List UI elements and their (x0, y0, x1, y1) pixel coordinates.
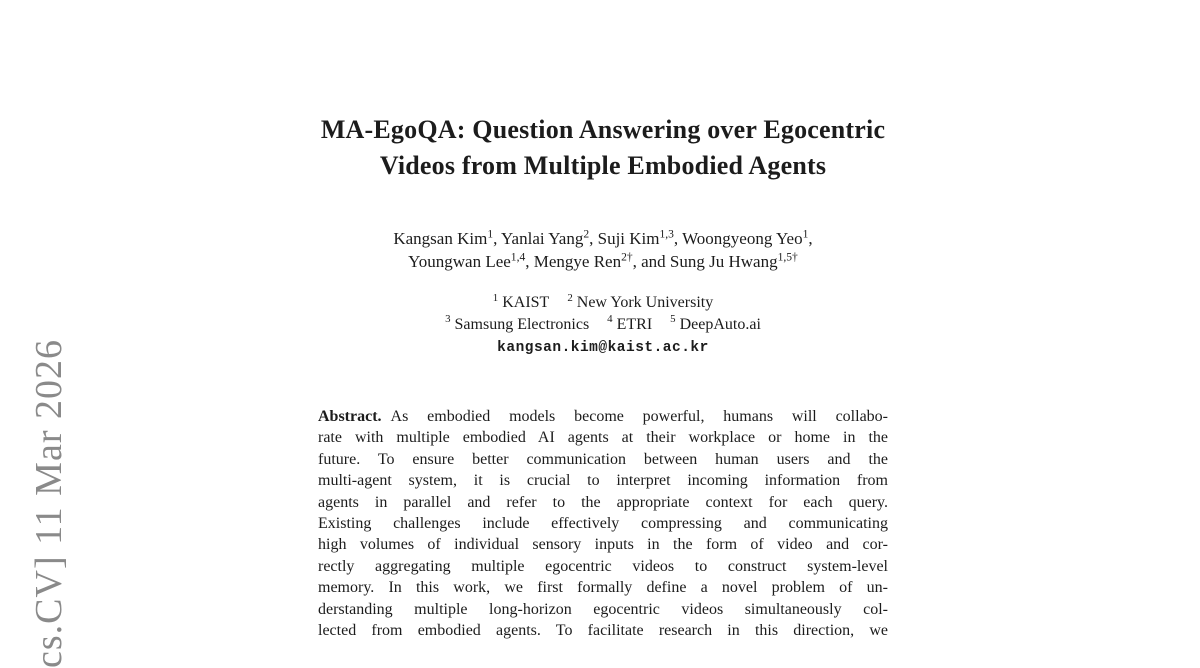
author-separator: , (589, 229, 598, 248)
author-name: Suji Kim (597, 229, 660, 248)
author-separator: , (673, 229, 683, 248)
author-name: Kangsan Kim (393, 229, 488, 248)
paper-column (263, 0, 943, 641)
author-line-2 (263, 250, 943, 273)
author-affil-marker: 1,3 (659, 227, 674, 241)
abstract-line: Existing challenges include effectively compressing and communicating (318, 515, 888, 533)
author-affil-marker: 2 (583, 227, 590, 241)
arxiv-watermark: cs.CV] 11 Mar 2026 (28, 339, 70, 668)
abstract-line: high volumes of individual sensory inputs in the form of video and cor- (318, 536, 888, 554)
author-separator: , (808, 229, 813, 248)
affiliation (493, 292, 550, 314)
affiliation (607, 314, 652, 336)
paper-title-line-1: MA-EgoQA: Question Answering over Egocentric (320, 115, 886, 144)
author-list (263, 227, 943, 273)
affiliation-marker: 4 (607, 313, 613, 326)
affiliation (670, 314, 761, 336)
affiliation-name: Samsung Electronics (454, 315, 590, 333)
abstract-line: lected from embodied agents. To facilitate research in this direction, we (318, 622, 888, 640)
affiliation-marker: 2 (567, 291, 573, 304)
paper-title-line-2: Videos from Multiple Embodied Agents (379, 151, 827, 180)
author-separator: , and (632, 252, 670, 271)
author-affil-marker: 1,4 (510, 250, 526, 264)
affiliation-marker: 5 (670, 313, 676, 326)
abstract-line (318, 406, 888, 427)
affiliation-name: KAIST (502, 294, 550, 311)
affiliation-marker: 1 (492, 291, 499, 304)
author-name: Yanlai Yang (500, 229, 584, 248)
abstract-line: rate with multiple embodied AI agents at their workplace or home in the (318, 429, 888, 447)
abstract-line: agents in parallel and refer to the appropriate context for each query. (318, 493, 888, 511)
author-affil-marker: 1,5† (777, 250, 798, 264)
abstract-line: memory. In this work, we first formally define a novel problem of un- (318, 579, 888, 597)
affiliation-marker: 3 (445, 313, 451, 326)
author-name: Youngwan Lee (408, 252, 511, 271)
author-name: Sung Ju Hwang (669, 252, 778, 271)
author-line-1 (263, 227, 943, 250)
author-affil-marker: 2† (621, 250, 633, 264)
author-name: Woongyeong Yeo (682, 229, 803, 248)
abstract-line: derstanding multiple long-horizon egocentric videos simultaneously col- (318, 600, 888, 618)
affiliation-line-1 (263, 292, 943, 314)
affiliation-line-2 (263, 314, 943, 336)
author-separator: , (525, 252, 534, 271)
abstract-line: multi-agent system, it is crucial to interpret incoming information from (318, 472, 888, 490)
affiliation-name: ETRI (616, 315, 653, 333)
paper-title (263, 112, 943, 184)
affiliation (567, 292, 713, 314)
author-separator: , (493, 229, 501, 248)
affiliation (445, 314, 589, 336)
abstract-line: future. To ensure better communication between human users and the (318, 450, 888, 468)
affiliation-list (263, 292, 943, 335)
abstract-section (318, 406, 888, 641)
author-affil-marker: 1 (802, 227, 809, 241)
affiliation-name: New York University (576, 294, 714, 311)
contact-email: kangsan.kim@kaist.ac.kr (497, 340, 709, 356)
abstract-label: Abstract. (318, 408, 382, 425)
abstract-line: rectly aggregating multiple egocentric videos to construct system-level (318, 557, 888, 575)
author-affil-marker: 1 (487, 227, 494, 241)
affiliation-name: DeepAuto.ai (679, 315, 761, 333)
abstract-text: As embodied models become powerful, humans will collabo- (390, 408, 888, 425)
author-name: Mengye Ren (533, 252, 622, 271)
